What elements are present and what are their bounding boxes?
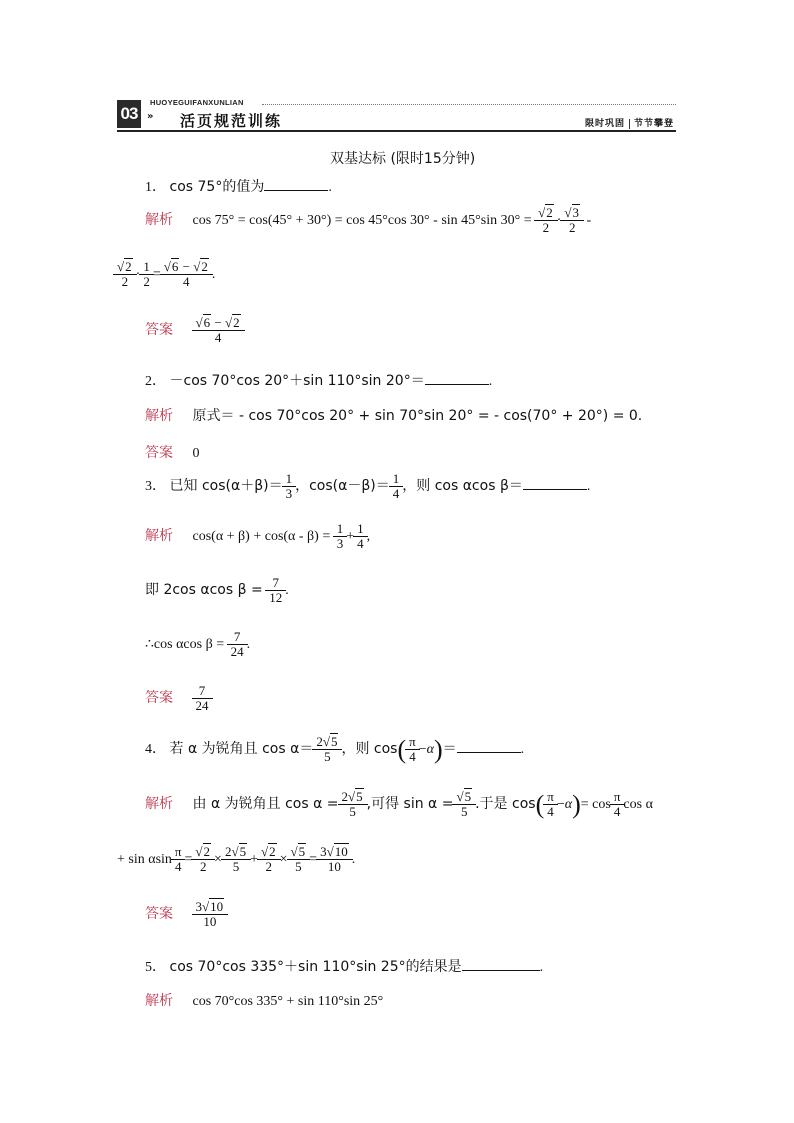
q3-text-b: ，cos(α－β)＝ xyxy=(295,478,390,495)
answer-label: 答案 xyxy=(145,322,173,339)
q4-text-b: ，则 cos xyxy=(341,741,398,758)
answer-label: 答案 xyxy=(145,906,173,923)
q4-analysis-f: + sin αsin xyxy=(117,852,172,868)
q2-analysis-text: 原式＝ - cos 70°cos 20° + sin 70°sin 20° = - cos(70° + 20°) = 0. xyxy=(192,408,643,424)
q2-number: 2． xyxy=(145,374,166,389)
question-3: 3． 已知 cos(α＋β)＝ $\frac{1}{3}$ ，cos(α－β)＝ $\frac{1}{4}$ ，则 cos αcos β＝ . xyxy=(145,471,591,502)
section-title: 双基达标 (限时15分钟) xyxy=(330,151,476,167)
q1-analysis-line2: $\frac{√2}{2}$ · $\frac{1}{2}$ = $\frac{√6 - √2}{4}$ . xyxy=(114,260,215,290)
analysis-label: 解析 xyxy=(145,993,173,1009)
question-2: 2． －cos 70°cos 20°＋sin 110°sin 20°＝ . xyxy=(145,373,493,389)
q4-analysis-e: cos α xyxy=(623,797,653,813)
q2-text: －cos 70°cos 20°＋sin 110°sin 20°＝ xyxy=(169,373,425,389)
q1-answer: 答案 $\frac{√6 - √2}{4}$ xyxy=(145,316,244,346)
q5-analysis xyxy=(145,990,383,1010)
answer-label: 答案 xyxy=(145,690,173,707)
header-right-tags xyxy=(585,116,674,129)
q3-answer: 答案 $\frac{7}{24}$ xyxy=(145,684,212,714)
q4-analysis-line2: + sin αsin $\frac{\pi}{4}$ = $\frac{√2}{2}$ × $\frac{2√5}{5}$ + $\frac{√2}{2}$ × $\frac{√5}{5}$ = $\frac{3√10}{10}$ . xyxy=(117,844,356,875)
q4-number: 4． xyxy=(145,742,166,758)
header-title: 活页规范训练 xyxy=(180,112,283,130)
q4-analysis-b: ,可得 sin α = xyxy=(366,796,454,813)
q4-answer: 答案 $\frac{3√10}{10}$ xyxy=(145,900,227,930)
q3-number: 3． xyxy=(145,479,166,495)
q3-text-c: ，则 cos αcos β＝ xyxy=(402,478,523,495)
q2-answer xyxy=(145,442,200,462)
q1-analysis-line1: 解析 cos 75° = cos(45° + 30°) = cos 45°cos 30° - sin 45°sin 30° = $\frac{√2}{2}$ · $\frac{√3}{2}$ - xyxy=(145,205,592,236)
q4-analysis-line1: 解析 由 α 为锐角且 cos α = $\frac{2√5}{5}$ ,可得 sin α = $\frac{√5}{5}$ .于是 cos( $\frac{\pi}{4}$ −α)= cos $\frac{\pi}{4}$ cos α xyxy=(145,789,653,820)
q2-analysis xyxy=(145,405,642,425)
question-5: 5． cos 70°cos 335°＋sin 110°sin 25°的结果是 . xyxy=(145,959,544,975)
analysis-label: 解析 xyxy=(145,796,173,813)
question-4: 4． 若 α 为锐角且 cos α＝ $\frac{2√5}{5}$ ，则 cos( $\frac{\pi}{4}$ −α)＝ . xyxy=(145,734,525,765)
analysis-label: 解析 xyxy=(145,408,173,424)
q5-number: 5． xyxy=(145,960,166,975)
q3-analysis-line2: 即 2cos αcos β = $\frac{7}{12}$ . xyxy=(145,575,289,606)
q5-text: cos 70°cos 335°＋sin 110°sin 25°的结果是 xyxy=(169,959,462,975)
header-tag-b: 节节攀登 xyxy=(633,119,674,129)
q3-analysis-line3: ∴cos αcos β = $\frac{7}{24}$ . xyxy=(145,629,251,660)
q3-analysis-text3: ∴cos αcos β = xyxy=(145,637,225,653)
q4-analysis-a: 由 α 为锐角且 cos α = xyxy=(192,796,339,813)
question-1: 1． cos 75°的值为 . xyxy=(145,179,332,195)
q1-analysis-text: cos 75° = cos(45° + 30°) = cos 45°cos 30° - sin 45°sin 30° = xyxy=(192,213,532,229)
q4-analysis-c: .于是 cos xyxy=(475,796,536,813)
q3-analysis-text1: cos(α + β) + cos(α - β) = xyxy=(192,529,331,545)
analysis-label: 解析 xyxy=(145,212,173,229)
q1-number: 1． xyxy=(145,180,166,195)
header-tag-a: 限时巩固 xyxy=(584,119,625,129)
double-chevron-icon: » xyxy=(147,111,154,122)
q3-analysis-line1: 解析 cos(α + β) + cos(α - β) = $\frac{1}{3}$ + $\frac{1}{4}$ , xyxy=(145,521,371,552)
q5-analysis-text: cos 70°cos 335° + sin 110°sin 25° xyxy=(192,994,384,1009)
q1-text: cos 75°的值为 xyxy=(169,179,265,195)
header-dotted-rule xyxy=(262,104,676,105)
analysis-label: 解析 xyxy=(145,528,173,545)
chapter-number-badge: 03 xyxy=(117,100,141,128)
header-rule xyxy=(117,130,676,132)
answer-label: 答案 xyxy=(145,445,173,461)
q3-text-a: 已知 cos(α＋β)＝ xyxy=(169,478,283,495)
header-pinyin: HUOYEGUIFANXUNLIAN xyxy=(150,98,244,107)
q4-analysis-d: = cos xyxy=(580,797,611,813)
q4-text-a: 若 α 为锐角且 cos α＝ xyxy=(169,741,314,758)
q2-answer-value: 0 xyxy=(192,446,200,461)
q3-analysis-text2: 即 2cos αcos β = xyxy=(145,582,263,599)
